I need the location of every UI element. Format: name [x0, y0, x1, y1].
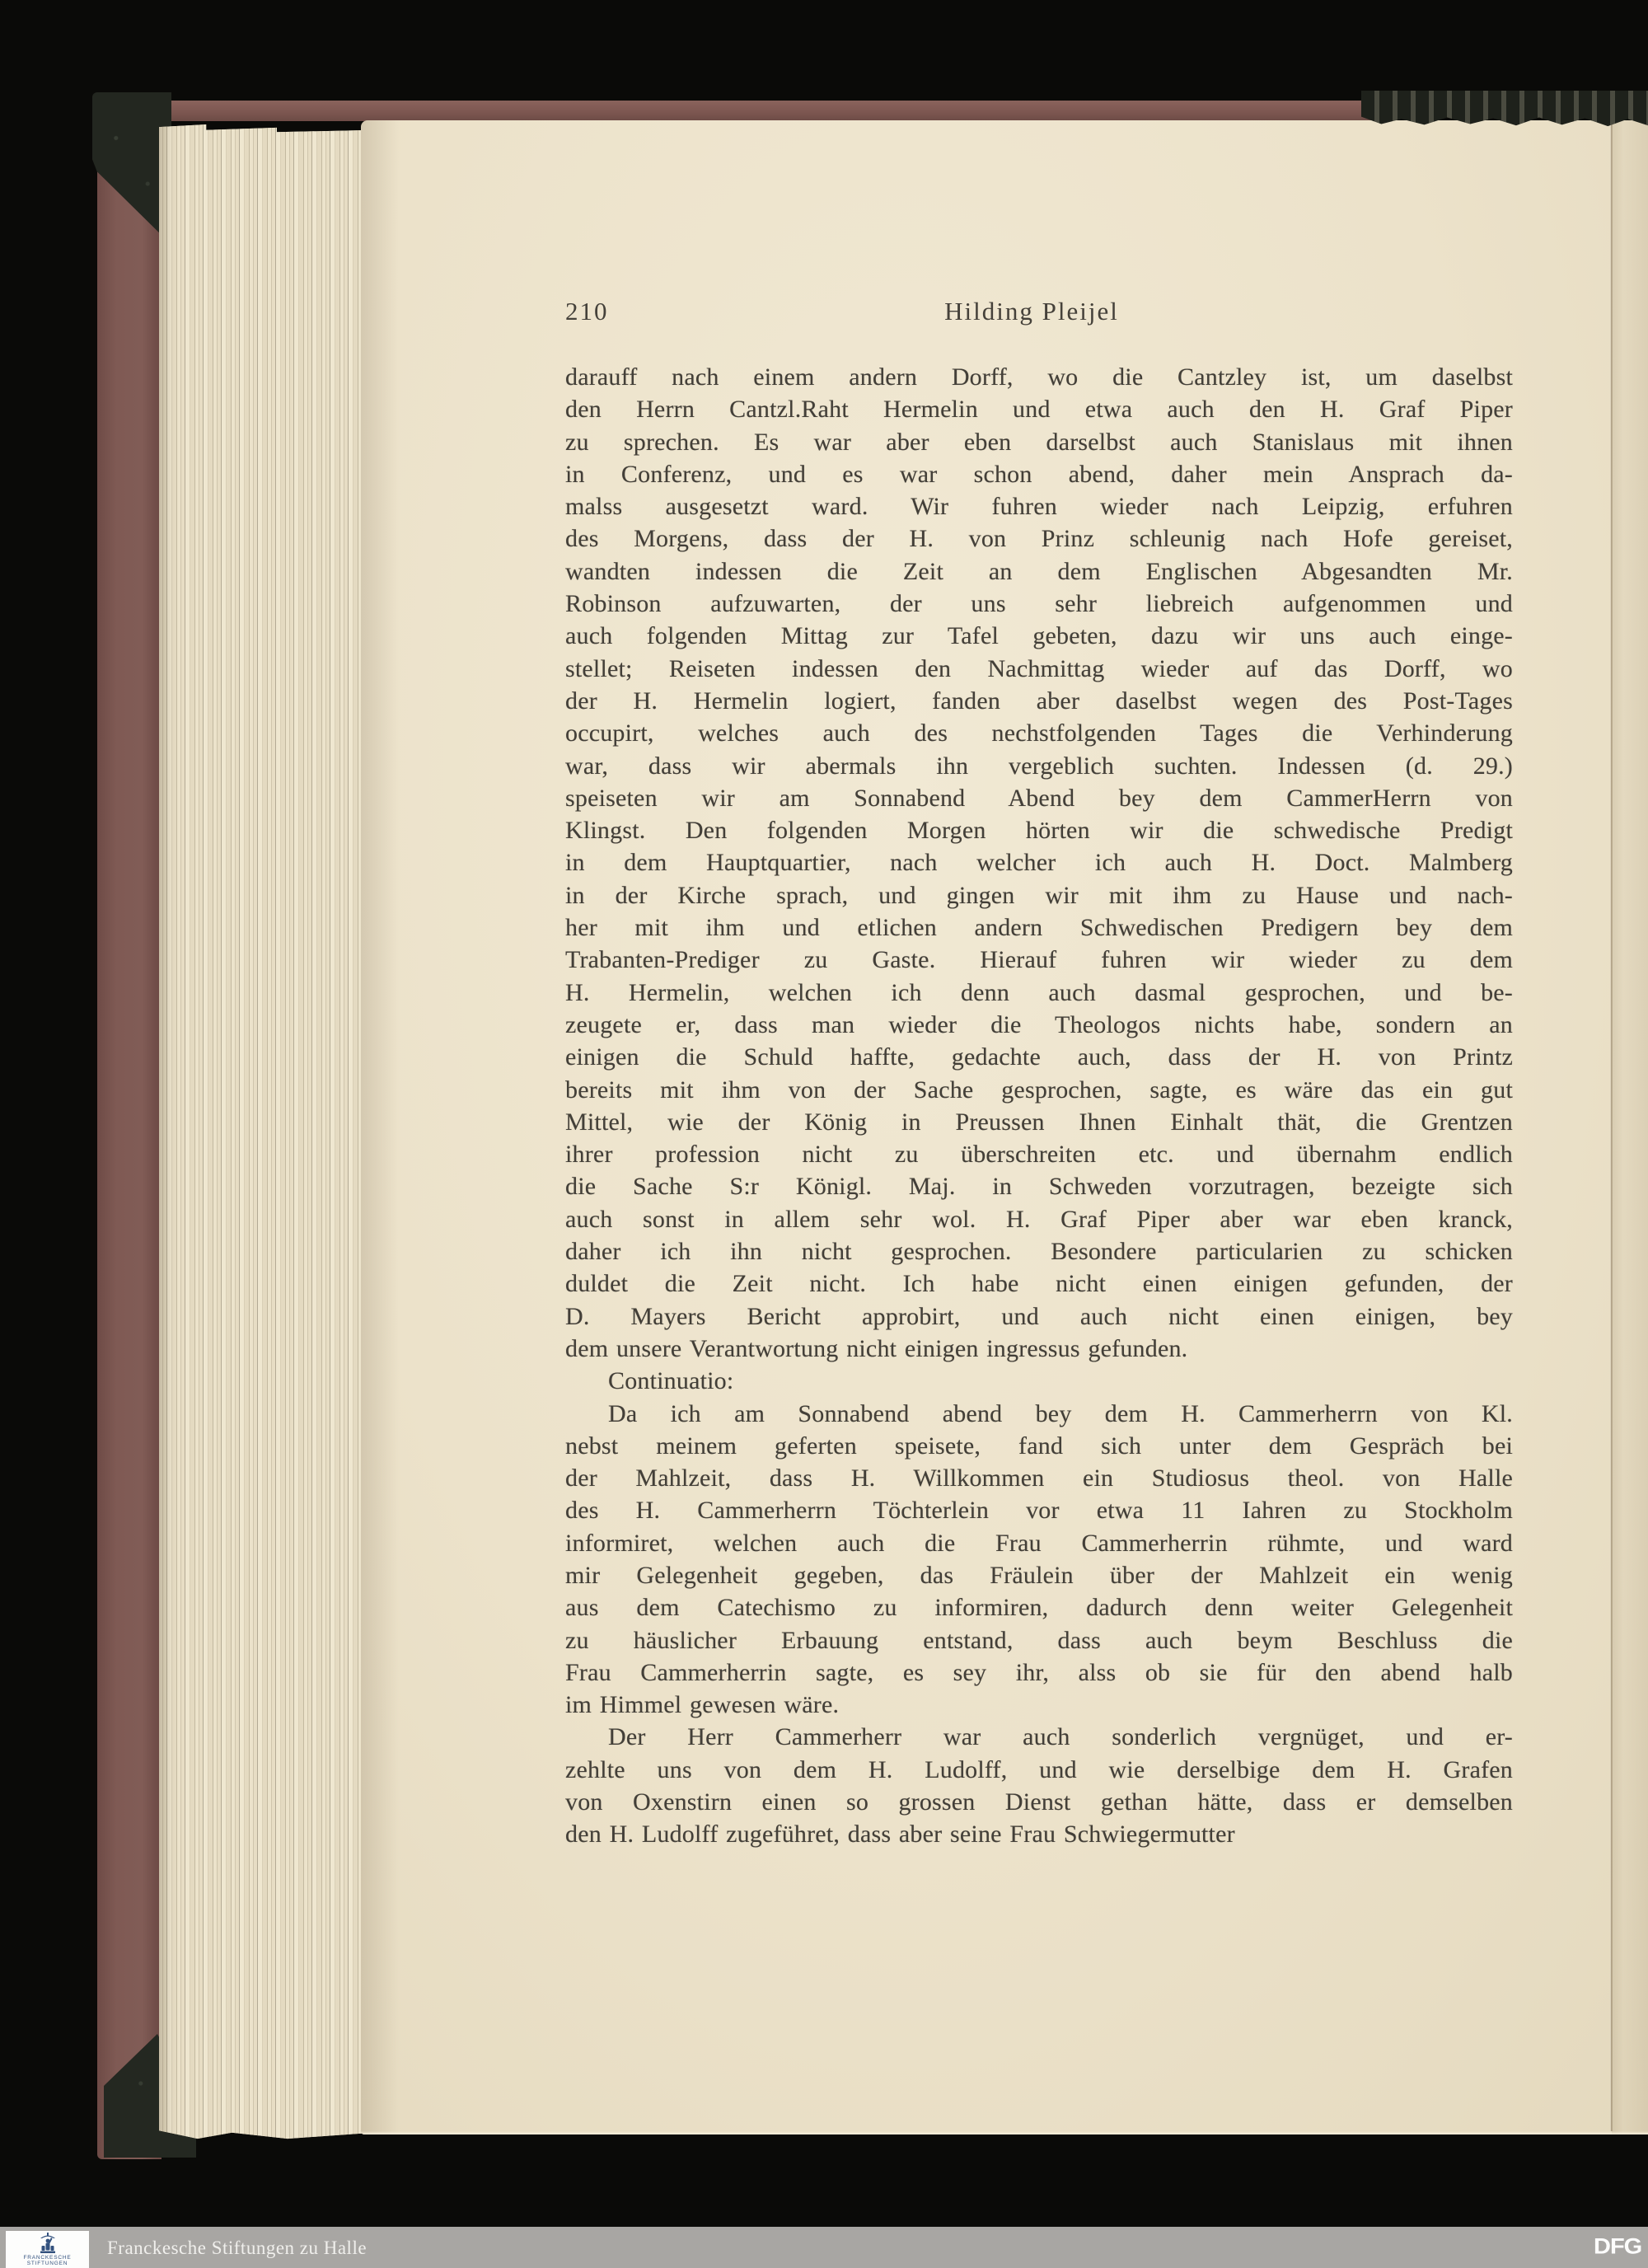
text-line: einigen die Schuld haffte, gedachte auch, dass der H. von Printz — [565, 1043, 1513, 1071]
text-line: war, dass wir abermals ihn vergeblich suchten. Indessen (d. 29.) — [565, 752, 1513, 780]
page-number: 210 — [565, 297, 609, 326]
text-line: Trabanten-Prediger zu Gaste. Hierauf fuhren wir wieder zu dem — [565, 946, 1513, 974]
text-line: Continuatio: — [608, 1367, 734, 1395]
text-line: die Sache S:r Königl. Maj. in Schweden vorzutragen, bezeigte sich — [565, 1173, 1513, 1201]
text-line: darauff nach einem andern Dorff, wo die Cantzley ist, um daselbst — [565, 363, 1513, 391]
book-cover-left-edge — [97, 101, 162, 2159]
text-line: informiret, welchen auch die Frau Cammerherrin rühmte, und ward — [565, 1529, 1513, 1557]
page-stack-fore-edge — [159, 122, 373, 2143]
text-line: in dem Hauptquartier, nach welcher ich auch H. Doct. Malmberg — [565, 849, 1513, 877]
institution-logo — [6, 2231, 89, 2268]
text-line: nebst meinem geferten speisete, fand sich unter dem Gespräch bei — [565, 1432, 1513, 1460]
text-line: zehlte uns von dem H. Ludolff, und wie derselbige dem H. Grafen — [565, 1755, 1513, 1783]
page-text — [565, 361, 1513, 1851]
viewer-footer-bar — [0, 2227, 1648, 2268]
text-line: bereits mit ihm von der Sache gesprochen, sagte, es wäre das ein gut — [565, 1075, 1513, 1104]
text-line: Frau Cammerherrin sagte, es sey ihr, alss ob sie für den abend halb — [565, 1658, 1513, 1686]
text-line: des Morgens, dass der H. von Prinz schleunig nach Hofe gereiset, — [565, 525, 1513, 553]
text-line: dem unsere Verantwortung nicht einigen ingressus gefunden. — [565, 1334, 1188, 1362]
text-line: aus dem Catechismo zu informiren, dadurch denn weiter Gelegenheit — [565, 1594, 1513, 1622]
text-line: in Conferenz, und es war schon abend, daher mein Ansprach da- — [565, 460, 1513, 488]
text-line: stellet; Reiseten indessen den Nachmittag wieder auf das Dorff, wo — [565, 654, 1513, 682]
text-line: zu sprechen. Es war aber eben darselbst auch Stanislaus mit ihnen — [565, 428, 1513, 456]
text-line: im Himmel gewesen wäre. — [565, 1691, 840, 1719]
book-cover-top-edge — [97, 101, 1376, 121]
book-page — [361, 120, 1648, 2134]
logo-line-1: FRANCKESCHE — [23, 2255, 72, 2261]
text-line: Der Herr Cammerherr war auch sonderlich vergnüget, und er- — [608, 1723, 1513, 1751]
page-gutter-shade — [1612, 120, 1648, 2134]
text-line: der H. Hermelin logiert, fanden aber daselbst wegen des Post-Tages — [565, 686, 1513, 715]
text-line: in der Kirche sprach, und gingen wir mit ihm zu Hause und nach- — [565, 881, 1513, 909]
text-line: speiseten wir am Sonnabend Abend bey dem CammerHerrn von — [565, 784, 1513, 812]
text-line: zeugete er, dass man wieder die Theologos nichts habe, sondern an — [565, 1010, 1513, 1038]
text-line: auch folgenden Mittag zur Tafel gebeten, dazu wir uns auch einge- — [565, 622, 1513, 650]
text-line: des H. Cammerherrn Töchterlein vor etwa 11 Iahren zu Stockholm — [565, 1497, 1513, 1525]
text-line: den H. Ludolff zugeführet, dass aber seine Frau Schwiegermutter — [565, 1820, 1235, 1849]
text-line: wandten indessen die Zeit an dem Englischen Abgesandten Mr. — [565, 557, 1513, 585]
text-line: den Herrn Cantzl.Raht Hermelin und etwa auch den H. Graf Piper — [565, 396, 1513, 424]
text-line: ihrer profession nicht zu überschreiten etc. und übernahm endlich — [565, 1141, 1513, 1169]
text-line: malss ausgesetzt ward. Wir fuhren wieder nach Leipzig, erfuhren — [565, 493, 1513, 521]
text-line: H. Hermelin, welchen ich denn auch dasmal gesprochen, und be- — [565, 978, 1513, 1006]
text-line: Klingst. Den folgenden Morgen hörten wir die schwedische Predigt — [565, 817, 1513, 845]
text-line: duldet die Zeit nicht. Ich habe nicht einen einigen gefunden, der — [565, 1270, 1513, 1298]
text-line: zu häuslicher Erbauung entstand, dass auch beym Beschluss die — [565, 1626, 1513, 1654]
text-line: her mit ihm und etlichen andern Schwedischen Predigern bey dem — [565, 914, 1513, 942]
running-title: Hilding Pleijel — [944, 297, 1119, 326]
logo-line-2: STIFTUNGEN — [26, 2261, 68, 2266]
text-line: daher ich ihn nicht gesprochen. Besondere particularien zu schicken — [565, 1238, 1513, 1266]
institution-name: Franckesche Stiftungen zu Halle — [107, 2238, 368, 2258]
text-line: von Oxenstirn einen so grossen Dienst gethan hätte, dass er demselben — [565, 1788, 1513, 1816]
text-line: auch sonst in allem sehr wol. H. Graf Piper aber war eben kranck, — [565, 1205, 1513, 1233]
text-line: mir Gelegenheit gegeben, das Fräulein über der Mahlzeit ein wenig — [565, 1561, 1513, 1589]
text-line: Mittel, wie der König in Preussen Ihnen Einhalt thät, die Grentzen — [565, 1108, 1513, 1136]
institution-logo-text — [24, 2255, 72, 2266]
text-line: D. Mayers Bericht approbirt, und auch nicht einen einigen, bey — [565, 1302, 1513, 1330]
page-gutter-crease — [1610, 124, 1613, 2131]
francke-monument-icon — [37, 2233, 59, 2254]
text-line: Da ich am Sonnabend abend bey dem H. Cammerherrn von Kl. — [608, 1399, 1513, 1427]
text-line: occupirt, welches auch des nechstfolgenden Tages die Verhinderung — [565, 719, 1513, 747]
dfg-logo: DFG — [1594, 2234, 1642, 2259]
text-line: Robinson aufzuwarten, der uns sehr liebreich aufgenommen und — [565, 590, 1513, 618]
text-line: der Mahlzeit, dass H. Willkommen ein Studiosus theol. von Halle — [565, 1464, 1513, 1492]
